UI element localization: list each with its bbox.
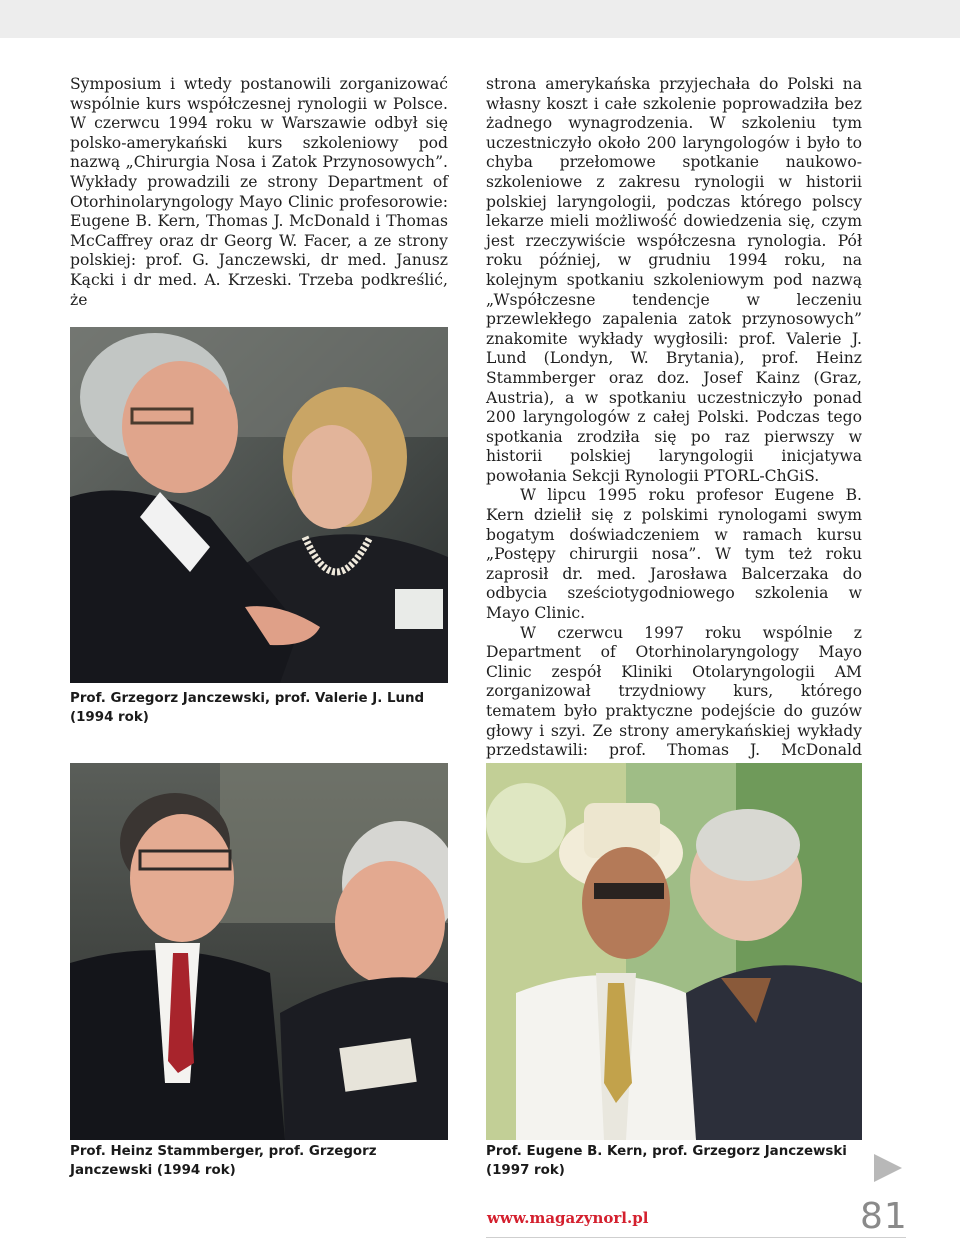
- photo-stammberger-janczewski: [70, 763, 448, 1140]
- left-column-text: Symposium i wtedy postanowili zorganizować wspólnie kurs współczesnej rynologii w Polsce. W czerwcu 1994 roku w Warszawie odbył się polsko-amerykański kurs szkoleniowy pod nazwą „Chirurgia Nosa i Zatok Przynosowych”. Wykłady prowadzili ze strony Department of Otorhinolaryngology Mayo Clinic profesorowie: Eugene B. Kern, Thomas J. McDonald i Thomas McCaffrey oraz dr Georg W. Facer, a ze strony polskiej: prof. G. Janczewski, dr med. Janusz Kącki i dr med. A. Krzeski. Trzeba podkreślić, że: [70, 75, 448, 309]
- header-bar: [0, 0, 960, 38]
- photo-janczewski-lund: [70, 327, 448, 683]
- photo-kern-janczewski: [486, 763, 862, 1140]
- page-number: 81: [860, 1196, 908, 1237]
- photo-caption-1: Prof. Grzegorz Janczewski, prof. Valerie J. Lund (1994 rok): [70, 691, 425, 725]
- footer-divider: [486, 1237, 906, 1238]
- right-column: [486, 75, 862, 780]
- photo-caption-3: Prof. Eugene B. Kern, prof. Grzegorz Janczewski (1997 rok): [486, 1144, 847, 1178]
- right-paragraph-3: W czerwcu 1997 roku wspólnie z Department of Otorhinolaryngology Mayo Clinic zespół Kliniki Otolaryngologii AM zorganizował trzydniowy kurs, którego tematem było praktyczne podejście do guzów głowy i szyi. Ze strony amerykańskiej wykłady przedstawili: prof. Thomas J. McDonald: [486, 623, 862, 760]
- right-paragraph-1: strona amerykańska przyjechała do Polski na własny koszt i całe szkolenie poprowadziła bez żadnego wynagrodzenia. W szkoleniu tym uczestniczyło około 200 laryngologów i było to chyba przełomowe spotkanie naukowo-szkoleniowe z zakresu rynologii w historii polskiej laryngologii, podczas którego polscy lekarze mieli możliwość dowiedzenia się, czym jest rzeczywiście współczesna rynologia. Pół roku później, w grudniu 1994 roku, na kolejnym spotkaniu szkoleniowym pod nazwą „Współczesne tendencje w leczeniu przewlekłego zapalenia zatok przynosowych” znakomite wykłady wygłosili: prof. Valerie J. Lund (Londyn, W. Brytania), prof. Heinz Stammberger oraz doz. Josef Kainz (Graz, Austria), a w spotkaniu uczestniczyło ponad 200 laryngologów z całej Polski. Podczas tego spotkania zrodziła się po raz pierwszy w historii polskiej laryngologii inicjatywa powołania Sekcji Rynologii PTORL-ChGiS.: [486, 75, 862, 485]
- photo-caption-2: Prof. Heinz Stammberger, prof. Grzegorz Janczewski (1994 rok): [70, 1144, 377, 1178]
- footer-url[interactable]: www.magazynorl.pl: [487, 1209, 649, 1227]
- play-triangle-icon[interactable]: [872, 1152, 904, 1184]
- right-paragraph-2: W lipcu 1995 roku profesor Eugene B. Kern dzielił się z polskimi rynologami swym bogatym doświadczeniem w ramach kursu „Postępy chirurgii nosa”. W tym też roku zaprosił dr. med. Jarosława Balcerzaka do odbycia sześciotygodniowego szkolenia w Mayo Clinic.: [486, 486, 862, 623]
